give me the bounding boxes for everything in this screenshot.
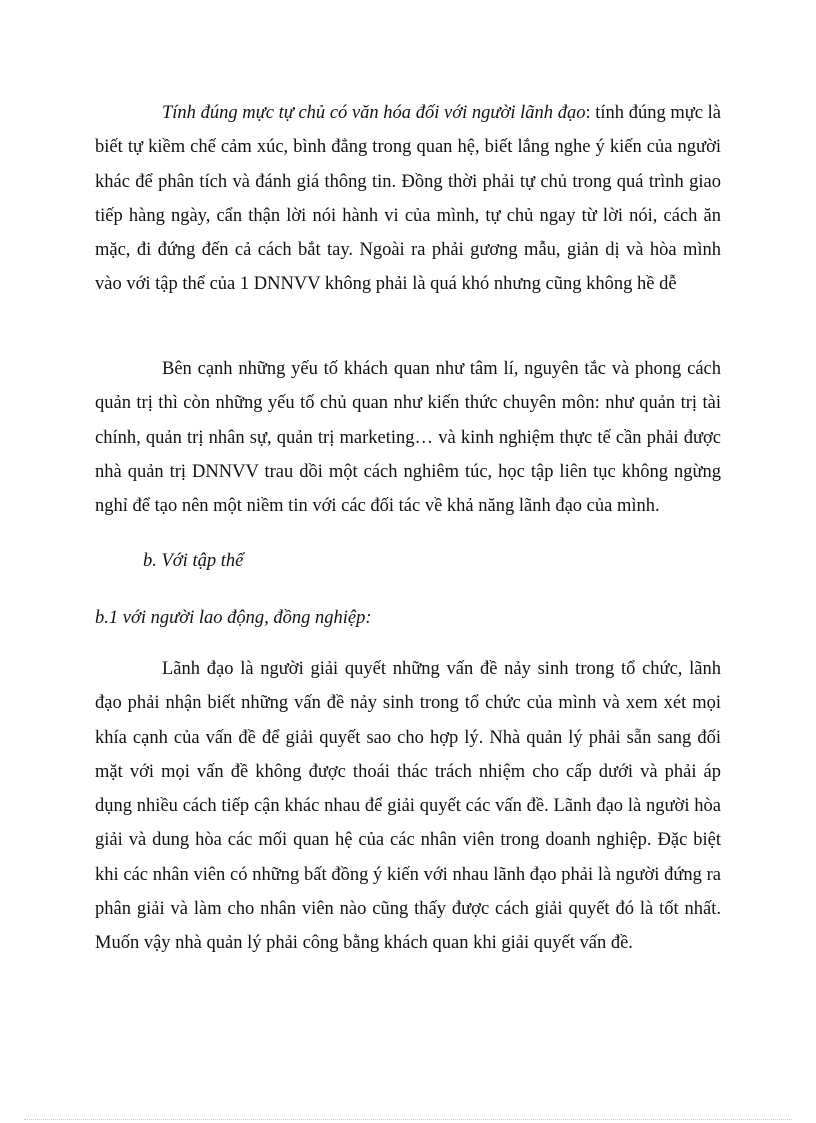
paragraph-2: Bên cạnh những yếu tố khách quan như tâm lí, nguyên tắc và phong cách quản trị thì còn những yếu tố chủ quan như kiến thức chuyên môn: như quản trị tài chính, quản trị nhân sự, quản trị marketing… và kinh nghiệm thực tế cần phải được nhà quản trị DNNVV trau dồi một cách nghiêm túc, học tập liên tục không ngừng nghỉ để tạo nên một niềm tin với các đối tác về khả năng lãnh đạo của mình. [95,359,721,517]
page-bottom-border [24,1119,792,1120]
section-heading-b: b. Với tập thể [143,551,244,571]
paragraph-1-body: : tính đúng mực là biết tự kiềm chế cảm xúc, bình đẳng trong quan hệ, biết lắng nghe ý kiến của người khác để phân tích và đánh giá thông tin. Đồng thời phải tự chủ trong quá trình giao tiếp hàng ngày, cẩn thận lời nói hành vi của mình, tự chủ ngay từ lời nói, cách ăn mặc, đi đứng đến cả cách bắt tay. Ngoài ra phải gương mẫu, giản dị và hòa mình vào với tập thể của 1 DNNVV không phải là quá khó nhưng cũng không hề dễ [95,103,722,295]
subsection-heading-b1: b.1 với người lao động, đồng nghiệp: [95,608,372,628]
paragraph-1-italic-lead: Tính đúng mực tự chủ có văn hóa đối với người lãnh đạo [162,103,586,123]
paragraph-3: Lãnh đạo là người giải quyết những vấn đề nảy sinh trong tổ chức, lãnh đạo phải nhận biết những vấn đề nảy sinh trong tổ chức của mình và xem xét mọi khía cạnh của vấn đề để giải quyết sao cho hợp lý. Nhà quản lý phải sẵn sang đối mặt với mọi vấn đề không được thoái thác trách nhiệm cho cấp dưới và phải áp dụng nhiều cách tiếp cận khác nhau để giải quyết các vấn đề. Lãnh đạo là người hòa giải và dung hòa các mối quan hệ của các nhân viên trong doanh nghiệp. Đặc biệt khi các nhân viên có những bất đồng ý kiến với nhau lãnh đạo phải là người đứng ra phân giải và làm cho nhân viên nào cũng thấy được cách giải quyết đó là tốt nhất. Muốn vậy nhà quản lý phải công bằng khách quan khi giải quyết vấn đề. [95,659,721,954]
paragraph-1 [95,96,721,302]
